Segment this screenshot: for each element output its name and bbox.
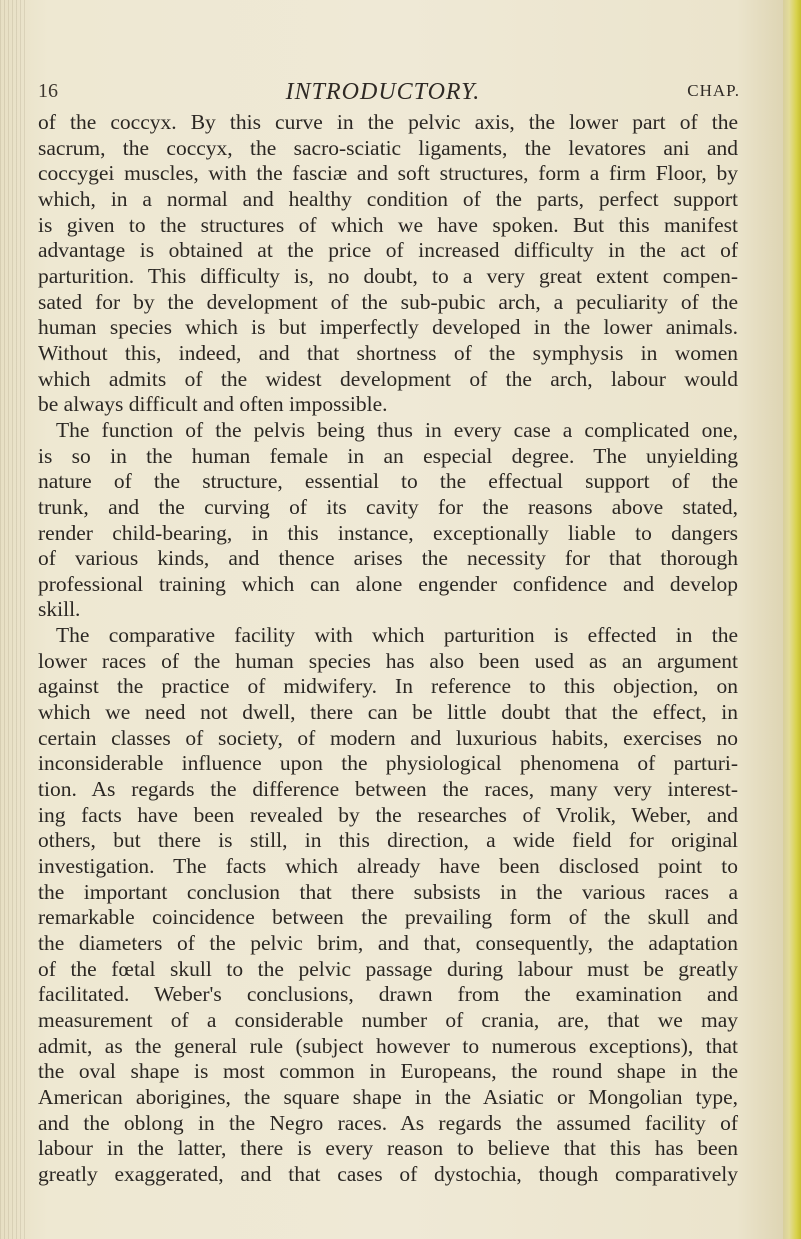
body-line-31: the important conclusion that there subsists in the various races a [38,879,738,904]
body-line-18: of various kinds, and thence arises the necessity for that thorough [38,546,738,571]
body-line-35: facilitated. Weber's conclusions, drawn from the examination and [38,982,738,1007]
body-line-42: greatly exaggerated, and that cases of dystochia, though comparatively [38,1161,738,1186]
body-line-41: labour in the latter, there is every reason to believe that this has been [38,1136,738,1161]
body-line-1: of the coccyx. By this curve in the pelvic axis, the lower part of the [38,110,738,134]
body-text [38,110,738,1188]
page-number: 16 [38,80,58,102]
body-line-11: which admits of the widest development of the arch, labour would [38,366,738,391]
body-line-25: certain classes of society, of modern and luxurious habits, exercises no [38,725,738,750]
body-line-22: lower races of the human species has also been used as an argument [38,648,738,673]
body-line-29: others, but there is still, in this direction, a wide field for original [38,828,738,853]
body-line-8: sated for by the development of the sub-pubic arch, a peculiarity of the [38,289,738,314]
body-line-30: investigation. The facts which already have been disclosed point to [38,854,738,879]
body-line-28: ing facts have been revealed by the researches of Vrolik, Weber, and [38,802,738,827]
body-line-36: measurement of a considerable number of crania, are, that we may [38,1007,738,1032]
body-line-4: which, in a normal and healthy condition of the parts, perfect support [38,186,738,211]
body-line-5: is given to the structures of which we have spoken. But this manifest [38,212,738,237]
body-line-39: American aborigines, the square shape in the Asiatic or Mongolian type, [38,1084,738,1109]
running-head: INTRODUCTORY. [285,79,481,105]
page-gutter-shadow [0,0,28,1239]
body-line-24: which we need not dwell, there can be little doubt that the effect, in [38,700,738,725]
body-line-9: human species which is but imperfectly developed in the lower animals. [38,315,738,340]
body-line-23: against the practice of midwifery. In reference to this objection, on [38,674,738,699]
body-line-38: the oval shape is most common in Europeans, the round shape in the [38,1059,738,1084]
body-line-40: and the oblong in the Negro races. As regards the assumed facility of [38,1110,738,1135]
body-line-17: render child-bearing, in this instance, exceptionally liable to dangers [38,520,738,545]
body-line-3: coccygei muscles, with the fasciæ and soft structures, form a firm Floor, by [38,161,738,186]
page-edge-stain [783,0,801,1239]
body-line-19: professional training which can alone engender confidence and develop [38,571,738,596]
body-line-20: skill. [38,597,81,622]
body-line-10: Without this, indeed, and that shortness of the symphysis in women [38,340,738,365]
body-line-26: inconsiderable influence upon the physiological phenomena of parturi- [38,751,738,776]
page-header [38,78,740,110]
body-line-27: tion. As regards the difference between the races, many very interest- [38,777,738,802]
body-line-2: sacrum, the coccyx, the sacro-sciatic ligaments, the levatores ani and [38,135,738,160]
body-line-32: remarkable coincidence between the prevailing form of the skull and [38,905,738,930]
body-line-14: is so in the human female in an especial degree. The unyielding [38,443,738,468]
body-line-12: be always difficult and often impossible. [38,392,388,417]
body-line-6: advantage is obtained at the price of increased difficulty in the act of [38,238,738,263]
body-line-15: nature of the structure, essential to the effectual support of the [38,469,738,494]
body-line-13: The function of the pelvis being thus in every case a complicated one, [56,417,738,442]
body-line-21: The comparative facility with which parturition is effected in the [56,623,738,648]
body-line-34: of the fœtal skull to the pelvic passage during labour must be greatly [38,956,738,981]
body-line-16: trunk, and the curving of its cavity for the reasons above stated, [38,494,738,519]
chapter-label: CHAP. [687,81,740,100]
body-line-37: admit, as the general rule (subject however to numerous exceptions), that [38,1033,738,1058]
body-line-7: parturition. This difficulty is, no doubt, to a very great extent compen- [38,263,738,288]
body-line-33: the diameters of the pelvic brim, and that, consequently, the adaptation [38,931,738,955]
